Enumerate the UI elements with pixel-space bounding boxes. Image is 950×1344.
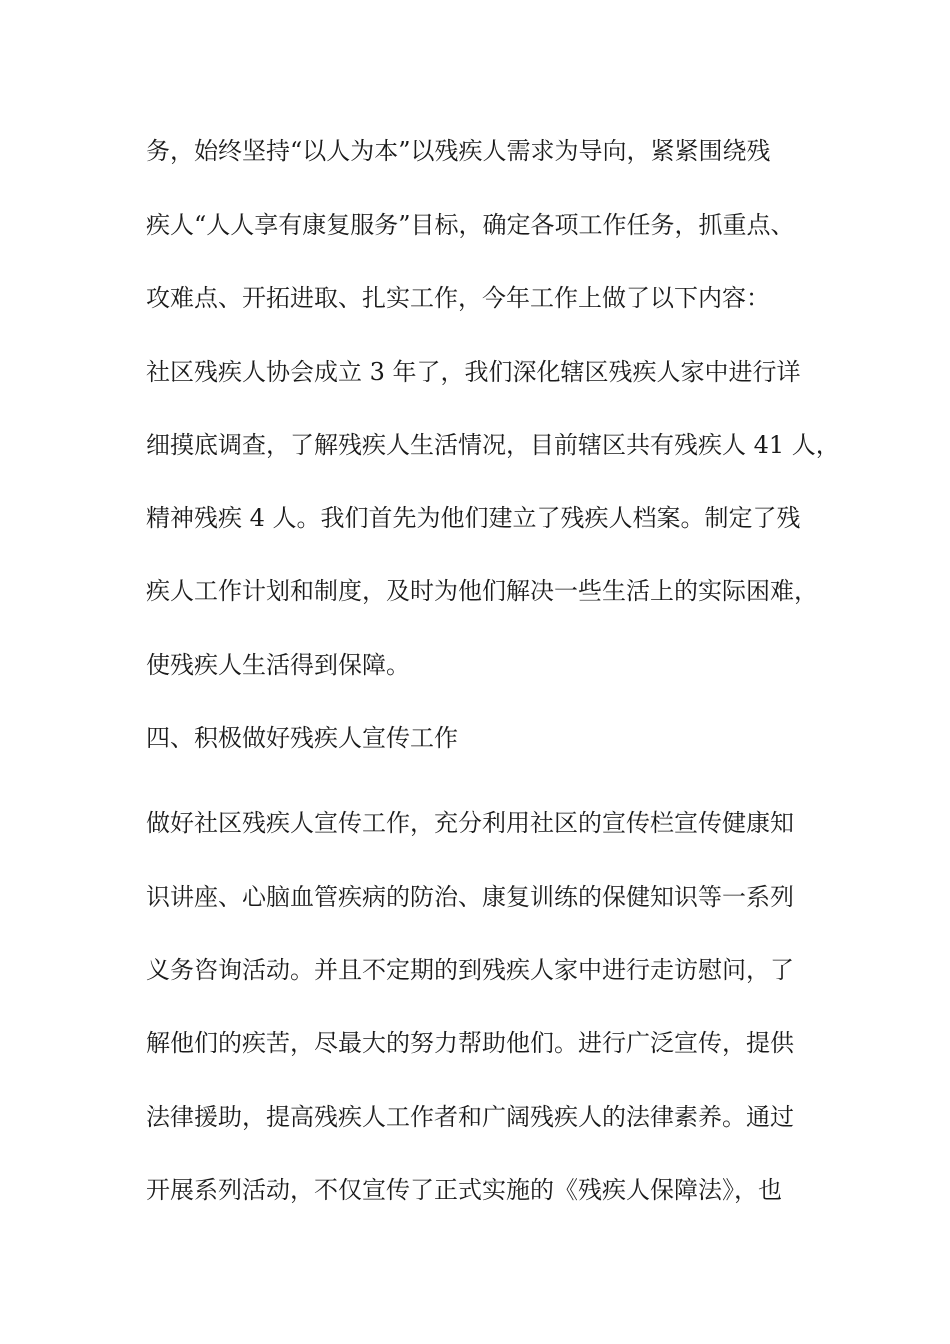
paragraph-line: 攻难点、开拓进取、扎实工作，今年工作上做了以下内容：: [146, 284, 770, 312]
paragraph-line: 识讲座、心脑血管疾病的防治、康复训练的保健知识等一系列: [146, 883, 794, 911]
paragraph-line: 做好社区残疾人宣传工作，充分利用社区的宣传栏宣传健康知: [146, 809, 794, 837]
paragraph-line: 开展系列活动，不仅宣传了正式实施的《残疾人保障法》，也: [146, 1176, 782, 1204]
paragraph-line: 疾人“人人享有康复服务”目标，确定各项工作任务，抓重点、: [146, 211, 795, 239]
paragraph-line: 务，始终坚持“以人为本”以残疾人需求为导向，紧紧围绕残: [146, 137, 771, 165]
paragraph-line: 疾人工作计划和制度，及时为他们解决一些生活上的实际困难，: [146, 577, 818, 605]
paragraph-line: 社区残疾人协会成立 3 年了，我们深化辖区残疾人家中进行详: [146, 358, 801, 386]
paragraph-line: 义务咨询活动。并且不定期的到残疾人家中进行走访慰问，了: [146, 956, 794, 984]
paragraph-line: 解他们的疾苦，尽最大的努力帮助他们。进行广泛宣传，提供: [146, 1029, 794, 1057]
paragraph-line: 细摸底调查，了解残疾人生活情况，目前辖区共有残疾人 41 人，: [146, 431, 840, 459]
paragraph-line: 使残疾人生活得到保障。: [146, 651, 410, 679]
paragraph-line: 法律援助，提高残疾人工作者和广阔残疾人的法律素养。通过: [146, 1103, 794, 1131]
section-heading: 四、积极做好残疾人宣传工作: [146, 724, 458, 752]
paragraph-line: 精神残疾 4 人。我们首先为他们建立了残疾人档案。制定了残: [146, 504, 801, 532]
